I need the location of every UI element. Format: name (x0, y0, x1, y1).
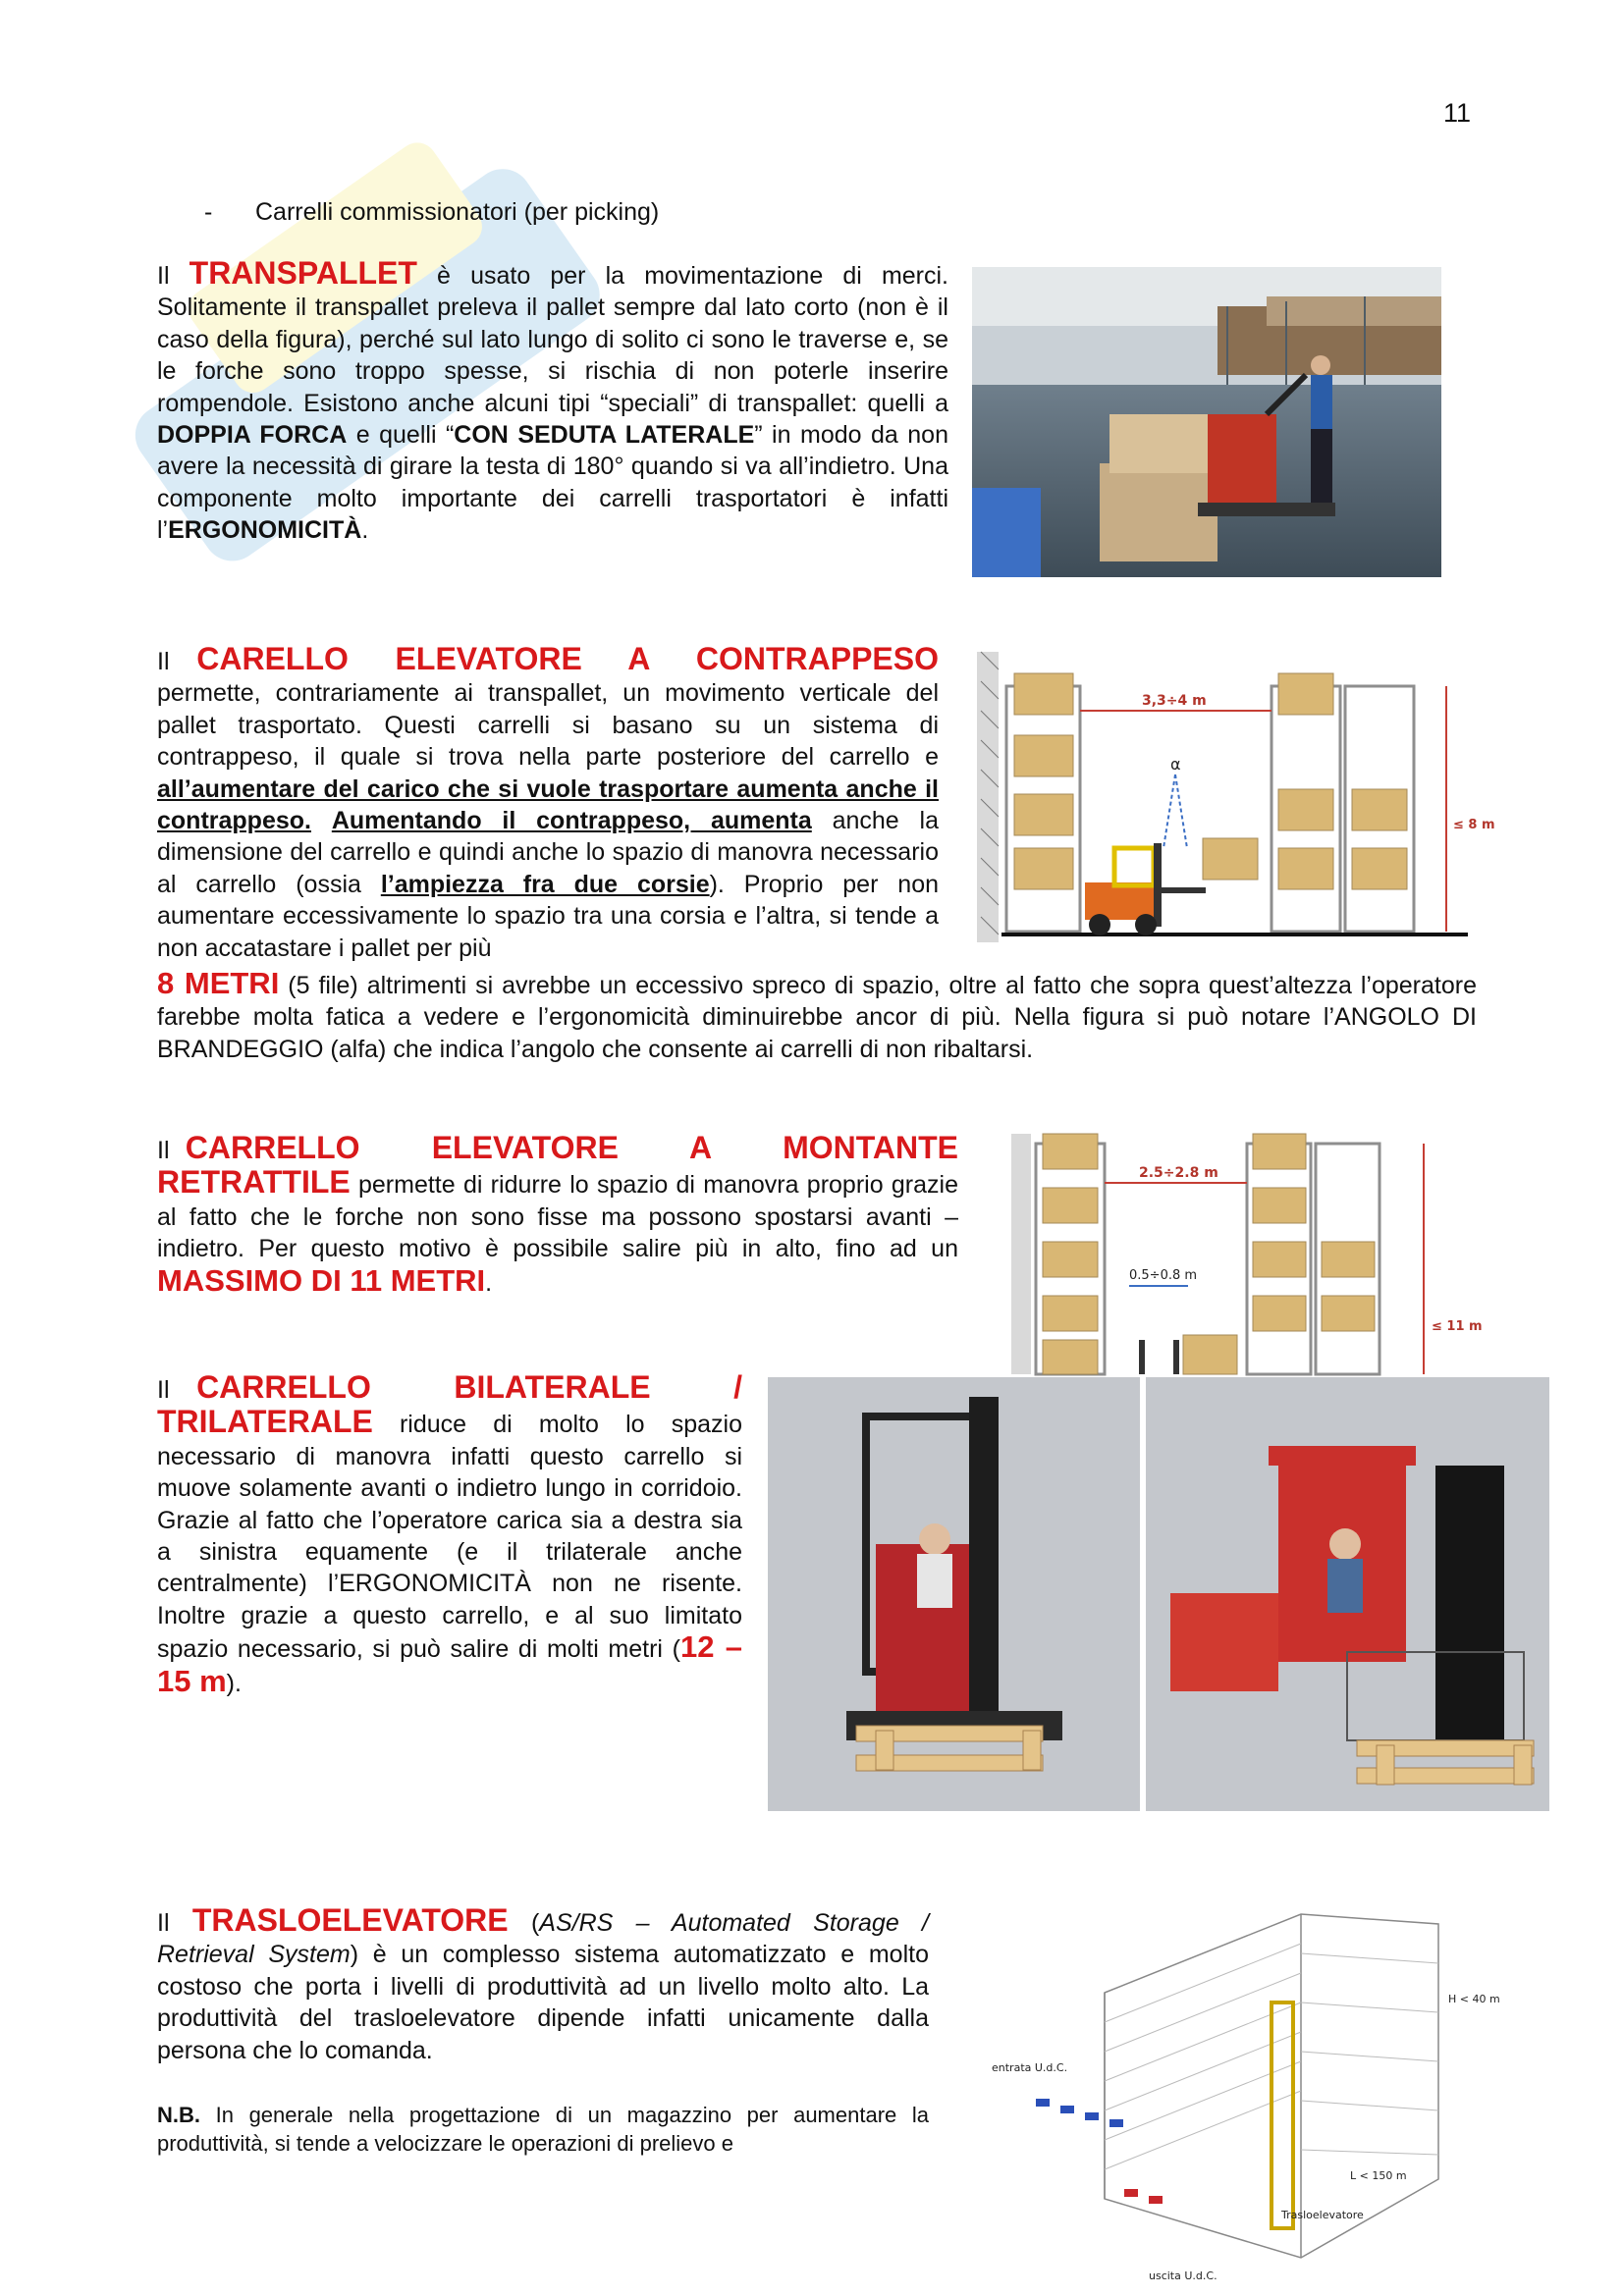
asrs-machine-label: Trasloelevatore (1281, 2209, 1364, 2221)
transpallet-title: TRANSPALLET (189, 255, 417, 291)
counterweight-height-label: ≤ 8 m (1453, 818, 1495, 832)
retrattile-title: CARRELLO ELEVATORE A MONTANTE RETRATTILE (157, 1130, 958, 1201)
counterweight-width-label: 3,3÷4 m (1142, 693, 1207, 709)
asrs-warehouse-diagram (977, 1895, 1527, 2282)
nb-label: N.B. (157, 2103, 200, 2127)
bilateral-trilateral-forklift-photo (768, 1377, 1549, 1811)
contrappeso-title: CARELLO ELEVATORE A CONTRAPPESO (196, 641, 940, 676)
asrs-exit-label: uscita U.d.C. (1149, 2269, 1217, 2282)
counterweight-angle-label: α (1170, 755, 1181, 774)
counterweight-forklift-diagram (977, 652, 1495, 942)
bullet-item (204, 198, 659, 227)
page-number: 11 (1443, 98, 1472, 128)
bilaterale-title: CARRELLO BILATERALE / TRILATERALE (157, 1369, 742, 1440)
trasloelevatore-title: TRASLOELEVATORE (191, 1902, 509, 1938)
bullet-dash: - (204, 198, 213, 226)
transpallet-paragraph: Il TRANSPALLET è usato per la movimentazione di merci. Solitamente il transpallet preleva il pallet sempre dal lato corto (non è il caso della figura), perché sul lato lungo di solito ci sono le traverse e, se le forche sono troppo spesse, si rischia di non poterle inserire rompendole. Esistono anche alcuni tipi “speciali” di transpallet: quelli a DOPPIA FORCA e quelli “CON SEDUTA LATERALE” in modo da non avere la necessità di girare la testa di 180° quando si va all’indietro. Una componente molto importante dei carrelli trasportatori è infatti l’ERGONOMICITÀ. (157, 255, 948, 545)
retrattile-paragraph: Il CARRELLO ELEVATORE A MONTANTE RETRATTILE permette di ridurre lo spazio di manovra proprio grazie al fatto che le forche non sono fisse ma possono spostarsi avanti – indietro. Per questo motivo è possibile salire più in alto, fino ad un MASSIMO DI 11 METRI. (157, 1130, 958, 1298)
transpallet-photo (972, 267, 1441, 577)
retractable-height-label: ≤ 11 m (1432, 1319, 1483, 1334)
nb-paragraph: N.B. In generale nella progettazione di un magazzino per aumentare la produttività, si tende a velocizzare le operazioni di prelievo e (157, 2103, 929, 2156)
trasloelevatore-paragraph: Il TRASLOELEVATORE (AS/RS – Automated Storage / Retrieval System) è un complesso sistema automatizzato e molto costoso che porta i livelli di produttività ad un livello molto alto. La produttività del trasloelevatore dipende infatti unicamente dalla persona che lo comanda. (157, 1902, 929, 2064)
retractable-reach-label: 0.5÷0.8 m (1129, 1268, 1198, 1283)
asrs-entry-label: entrata U.d.C. (992, 2061, 1068, 2074)
bilaterale-paragraph: Il CARRELLO BILATERALE / TRILATERALE riduce di molto lo spazio necessario di manovra infatti questo carrello si muove solamente avanti o indietro lungo in corridoio. Grazie al fatto che l’operatore carica sia a destra sia a sinistra equamente (e il trilaterale anche centralmente) l’ERGONOMICITÀ non ne risente. Inoltre grazie a questo carrello, e al suo limitato spazio necessario, si può salire di molti metri (12 – 15 m). (157, 1369, 742, 1698)
retractable-width-label: 2.5÷2.8 m (1139, 1165, 1218, 1181)
contrappeso-paragraph: Il CARELLO ELEVATORE A CONTRAPPESO permette, contrariamente ai transpallet, un movimento verticale del pallet trasportato. Questi carrelli si basano su un sistema di contrappeso, il quale si trova nella parte posteriore del carrello e all’aumentare del carico che si vuole trasportare aumenta anche il contrappeso. Aumentando il contrappeso, aumenta anche la dimensione del carrello e quindi anche lo spazio di manovra necessario al carrello (ossia l’ampiezza fra due corsie). Proprio per non aumentare eccessivamente lo spazio tra una corsia e l’altra, si tende a non accatastare i pallet per più (157, 641, 940, 962)
bullet-text: Carrelli commissionatori (per picking) (255, 198, 660, 226)
asrs-length-label: L < 150 m (1350, 2169, 1407, 2182)
asrs-height-label: H < 40 m (1448, 1993, 1500, 2005)
contrappeso-paragraph-continued: 8 METRI (5 file) altrimenti si avrebbe un eccessivo spreco di spazio, oltre al fatto che sopra quest’altezza l’operatore farebbe molta fatica a vedere e l’ergonomicità diminuirebbe ancor di più. Nella figura si può notare l’ANGOLO DI BRANDEGGIO (alfa) che indica l’angolo che consente ai carrelli di non ribaltarsi. (157, 966, 1477, 1063)
retractable-forklift-diagram (1011, 1134, 1483, 1374)
